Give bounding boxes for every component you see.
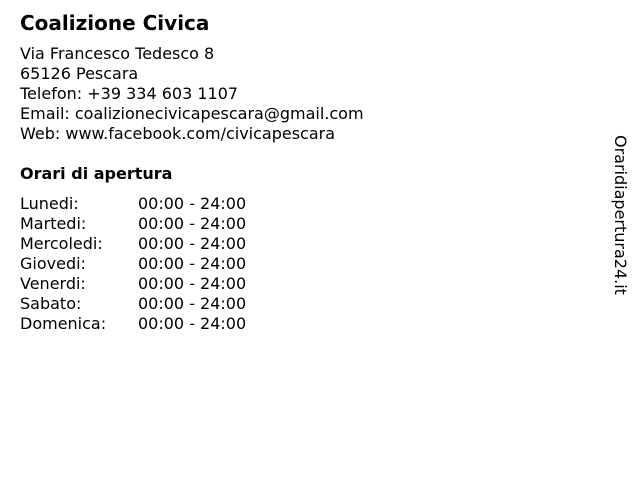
- business-card: [20, 10, 590, 334]
- hours-row: [20, 314, 590, 334]
- hours-day: Sabato:: [20, 294, 82, 313]
- hours-day: Mercoledi:: [20, 234, 103, 253]
- address-city: 65126 Pescara: [20, 64, 139, 83]
- site-watermark: Oraridiapertura24.it: [611, 135, 630, 295]
- opening-hours-table: [20, 194, 590, 334]
- hours-row: [20, 254, 590, 274]
- hours-time: 00:00 - 24:00: [138, 214, 247, 233]
- hours-row: [20, 234, 590, 254]
- hours-time: 00:00 - 24:00: [138, 314, 247, 333]
- hours-day: Lunedi:: [20, 194, 79, 213]
- email-line: Email: coalizionecivicapescara@gmail.com: [20, 104, 364, 123]
- hours-time: 00:00 - 24:00: [138, 294, 247, 313]
- hours-day: Giovedi:: [20, 254, 86, 273]
- address-street: Via Francesco Tedesco 8: [20, 44, 215, 63]
- hours-row: [20, 214, 590, 234]
- hours-day: Martedi:: [20, 214, 87, 233]
- hours-time: 00:00 - 24:00: [138, 234, 247, 253]
- hours-row: [20, 294, 590, 314]
- opening-hours-title: Orari di apertura: [20, 164, 173, 183]
- hours-time: 00:00 - 24:00: [138, 194, 247, 213]
- hours-time: 00:00 - 24:00: [138, 254, 247, 273]
- business-name: Coalizione Civica: [20, 11, 210, 35]
- web-line: Web: www.facebook.com/civicapescara: [20, 124, 336, 143]
- hours-day: Venerdi:: [20, 274, 86, 293]
- hours-day: Domenica:: [20, 314, 107, 333]
- hours-row: [20, 274, 590, 294]
- hours-time: 00:00 - 24:00: [138, 274, 247, 293]
- hours-row: [20, 194, 590, 214]
- phone-line: Telefon: +39 334 603 1107: [20, 84, 239, 103]
